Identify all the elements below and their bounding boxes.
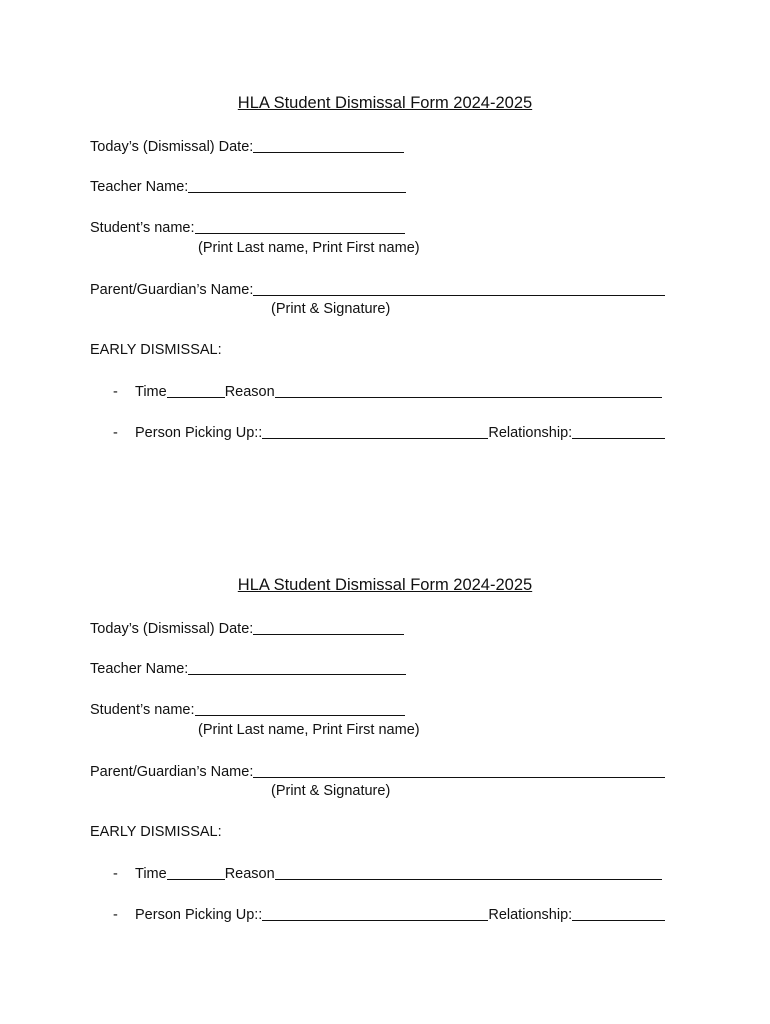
parent-name-label: Parent/Guardian’s Name: xyxy=(90,282,254,298)
student-name-row xyxy=(90,219,405,236)
bullet-dash: - xyxy=(113,907,118,923)
pickup-field[interactable] xyxy=(262,424,488,439)
bullet-dash: - xyxy=(113,425,118,441)
teacher-name-row xyxy=(90,178,406,195)
dismissal-date-row xyxy=(90,138,404,155)
bullet-dash: - xyxy=(113,384,118,400)
teacher-name-field[interactable] xyxy=(188,660,406,675)
early-dismissal-label: EARLY DISMISSAL: xyxy=(90,824,222,840)
dismissal-date-label: Today’s (Dismissal) Date: xyxy=(90,139,254,155)
student-name-hint: (Print Last name, Print First name) xyxy=(198,240,420,256)
dismissal-date-label: Today’s (Dismissal) Date: xyxy=(90,621,254,637)
dismissal-date-field[interactable] xyxy=(253,620,404,635)
time-reason-row xyxy=(90,383,662,400)
student-name-field[interactable] xyxy=(195,219,405,234)
early-dismissal-heading xyxy=(90,342,222,358)
pickup-label: Person Picking Up:: xyxy=(135,907,263,923)
student-name-label: Student’s name: xyxy=(90,220,195,236)
parent-name-hint: (Print & Signature) xyxy=(271,783,391,799)
pickup-row xyxy=(90,424,665,441)
dismissal-form-1 xyxy=(0,0,770,441)
parent-name-label: Parent/Guardian’s Name: xyxy=(90,764,254,780)
reason-field[interactable] xyxy=(275,383,662,398)
parent-name-hint: (Print & Signature) xyxy=(271,301,391,317)
pickup-row xyxy=(90,906,665,923)
relationship-field[interactable] xyxy=(572,424,665,439)
dismissal-form-2 xyxy=(0,482,770,923)
teacher-name-label: Teacher Name: xyxy=(90,661,189,677)
reason-label: Reason xyxy=(224,866,275,882)
time-label: Time xyxy=(135,384,167,400)
early-dismissal-label: EARLY DISMISSAL: xyxy=(90,342,222,358)
relationship-label: Relationship: xyxy=(488,425,573,441)
teacher-name-label: Teacher Name: xyxy=(90,179,189,195)
bullet-dash: - xyxy=(113,866,118,882)
student-name-label: Student’s name: xyxy=(90,702,195,718)
teacher-name-field[interactable] xyxy=(188,178,406,193)
student-name-hint: (Print Last name, Print First name) xyxy=(198,722,420,738)
relationship-field[interactable] xyxy=(572,906,665,921)
reason-label: Reason xyxy=(224,384,275,400)
time-reason-row xyxy=(90,865,662,882)
relationship-label: Relationship: xyxy=(488,907,573,923)
parent-name-field[interactable] xyxy=(253,763,665,778)
form-title: HLA Student Dismissal Form 2024-2025 xyxy=(237,94,533,112)
teacher-name-row xyxy=(90,660,406,677)
pickup-field[interactable] xyxy=(262,906,488,921)
time-label: Time xyxy=(135,866,167,882)
student-name-row xyxy=(90,701,405,718)
form-title: HLA Student Dismissal Form 2024-2025 xyxy=(237,576,533,594)
parent-name-field[interactable] xyxy=(253,281,665,296)
dismissal-date-row xyxy=(90,620,404,637)
reason-field[interactable] xyxy=(275,865,662,880)
student-name-field[interactable] xyxy=(195,701,405,716)
dismissal-date-field[interactable] xyxy=(253,138,404,153)
early-dismissal-heading xyxy=(90,824,222,840)
parent-name-row xyxy=(90,763,665,780)
parent-name-row xyxy=(90,281,665,298)
time-field[interactable] xyxy=(167,865,225,880)
time-field[interactable] xyxy=(167,383,225,398)
pickup-label: Person Picking Up:: xyxy=(135,425,263,441)
